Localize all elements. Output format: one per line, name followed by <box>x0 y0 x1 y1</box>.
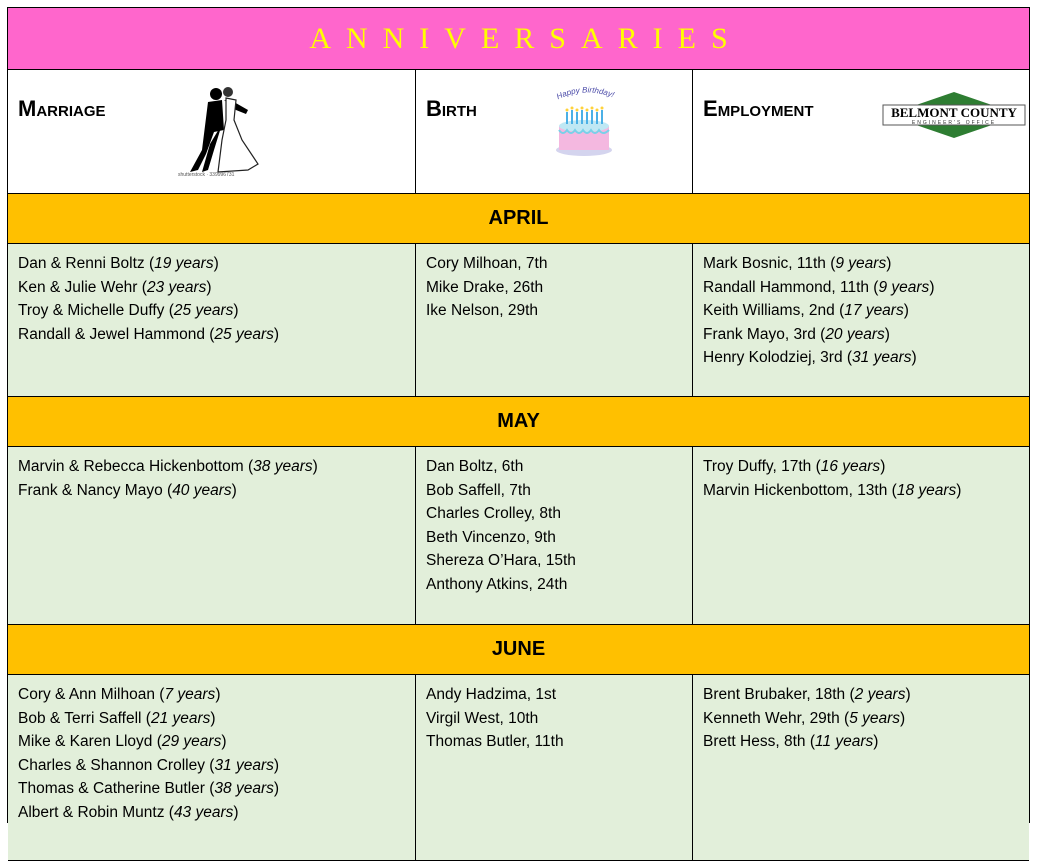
entry-close: ) <box>900 709 906 727</box>
entry-name: Charles Crolley, 8th <box>426 505 561 522</box>
entry-name: Mike & Karen Lloyd ( <box>18 733 162 750</box>
entry-name: Frank & Nancy Mayo ( <box>18 481 173 499</box>
entry-name: Mike Drake, 26th <box>426 278 544 296</box>
entry-name: Troy Duffy, 17th ( <box>703 458 821 475</box>
employment-cell <box>693 244 1029 396</box>
entry-name: Cory & Ann Milhoan ( <box>18 686 165 703</box>
entry-close: ) <box>273 325 280 343</box>
employment-title: Employment <box>703 96 814 121</box>
birth-entry <box>426 455 692 479</box>
birth-entry <box>426 549 692 573</box>
entry-name: Frank Mayo, 3rd ( <box>703 325 826 343</box>
divider <box>692 70 693 194</box>
entry-name: Keith Williams, 2nd ( <box>703 302 845 319</box>
marriage-header <box>8 70 415 194</box>
entry-years: 20 years <box>825 325 885 343</box>
employment-entry <box>703 346 1029 370</box>
divider <box>692 675 693 860</box>
divider <box>415 447 416 624</box>
entry-name: Anthony Atkins, 24th <box>426 575 568 593</box>
entry-name: Marvin Hickenbottom, 13th ( <box>703 481 897 499</box>
marriage-entry <box>18 730 415 754</box>
entry-years: 18 years <box>896 481 957 499</box>
entry-years: 16 years <box>820 458 881 475</box>
marriage-entry <box>18 276 415 300</box>
birth-entry <box>426 276 692 300</box>
employment-entry <box>703 276 1029 300</box>
employment-entry <box>703 252 1029 276</box>
employment-entry <box>703 479 1029 503</box>
employment-entry <box>703 683 1029 707</box>
birth-entry <box>426 526 692 550</box>
entry-years: 38 years <box>214 780 274 797</box>
month-header-april: APRIL <box>8 194 1029 244</box>
birth-title: Birth <box>426 96 477 121</box>
entry-name: Beth Vincenzo, 9th <box>426 528 556 546</box>
month-row <box>8 244 1029 397</box>
marriage-title: Marriage <box>18 96 106 121</box>
entry-years: 9 years <box>878 278 930 296</box>
entry-years: 25 years <box>173 302 234 319</box>
birth-entry <box>426 502 692 526</box>
birth-entry <box>426 299 692 323</box>
entry-years: 17 years <box>844 302 904 319</box>
divider <box>415 244 416 396</box>
birth-entry <box>426 252 692 276</box>
birth-cell <box>416 244 692 396</box>
employment-cell <box>693 675 1029 860</box>
entry-close: ) <box>312 458 318 475</box>
entry-name: Thomas & Catherine Butler ( <box>18 780 215 797</box>
month-header-june: JUNE <box>8 625 1029 675</box>
entry-name: Cory Milhoan, 7th <box>426 255 548 272</box>
marriage-entry <box>18 252 415 276</box>
entry-close: ) <box>213 255 219 272</box>
birth-entry <box>426 707 692 731</box>
entry-name: Albert & Robin Muntz ( <box>18 803 174 821</box>
entry-name: Dan & Renni Boltz ( <box>18 255 155 272</box>
logo-subtitle: ENGINEER'S OFFICE <box>911 120 997 126</box>
birth-header <box>416 70 692 194</box>
entry-close: ) <box>215 686 221 703</box>
divider <box>692 447 693 624</box>
entry-years: 9 years <box>835 255 887 272</box>
employment-entry <box>703 299 1029 323</box>
birth-entry <box>426 683 692 707</box>
banner <box>8 8 1029 70</box>
entry-years: 25 years <box>214 325 274 343</box>
divider <box>415 70 416 194</box>
month-row <box>8 447 1029 625</box>
entry-years: 2 years <box>854 686 906 703</box>
entry-name: Charles & Shannon Crolley ( <box>18 756 215 774</box>
employment-header <box>693 70 1029 194</box>
entry-close: ) <box>956 481 962 499</box>
entry-close: ) <box>884 325 890 343</box>
entry-close: ) <box>233 803 239 821</box>
marriage-entry <box>18 777 415 801</box>
entry-years: 5 years <box>849 709 901 727</box>
entry-close: ) <box>903 302 909 319</box>
svg-text:Happy Birthday! <box>555 86 616 101</box>
employment-entry <box>703 455 1029 479</box>
entry-close: ) <box>929 278 935 296</box>
entry-close: ) <box>210 709 216 727</box>
entry-name: Virgil West, 10th <box>426 709 539 727</box>
entry-years: 31 years <box>214 756 274 774</box>
entry-name: Mark Bosnic, 11th ( <box>703 255 836 272</box>
entry-close: ) <box>206 278 212 296</box>
entry-years: 11 years <box>814 733 874 750</box>
wedding-couple-image <box>178 80 268 180</box>
entry-name: Troy & Michelle Duffy ( <box>18 302 174 319</box>
entry-close: ) <box>886 255 892 272</box>
cake-text: Happy Birthday! <box>555 86 616 102</box>
marriage-entry <box>18 299 415 323</box>
entry-close: ) <box>873 733 879 750</box>
entry-years: 29 years <box>161 733 222 750</box>
birth-cell <box>416 447 692 624</box>
marriage-entry <box>18 479 415 503</box>
entry-name: Randall & Jewel Hammond ( <box>18 325 215 343</box>
divider <box>415 675 416 860</box>
birth-entry <box>426 573 692 597</box>
entry-years: 31 years <box>852 349 912 366</box>
entry-name: Dan Boltz, 6th <box>426 458 524 475</box>
marriage-cell <box>8 244 415 396</box>
entry-years: 43 years <box>173 803 234 821</box>
entry-name: Shereza O’Hara, 15th <box>426 552 576 569</box>
banner-title: ANNIVERSARIES <box>309 21 743 55</box>
month-row <box>8 675 1029 861</box>
image-caption: shutterstock · 339996731 <box>178 172 235 178</box>
entry-close: ) <box>905 686 911 703</box>
entry-name: Randall Hammond, 11th ( <box>703 278 879 296</box>
entry-name: Bob Saffell, 7th <box>426 481 531 499</box>
employment-entry <box>703 730 1029 754</box>
marriage-cell <box>8 447 415 624</box>
divider <box>692 244 693 396</box>
entry-name: Brent Brubaker, 18th ( <box>703 686 855 703</box>
entry-name: Andy Hadzima, 1st <box>426 686 557 703</box>
entry-close: ) <box>231 481 237 499</box>
birth-entry <box>426 479 692 503</box>
entry-close: ) <box>911 349 917 366</box>
month-header-may: MAY <box>8 397 1029 447</box>
entry-close: ) <box>233 302 239 319</box>
entry-years: 19 years <box>154 255 214 272</box>
entry-years: 40 years <box>172 481 232 499</box>
entry-years: 21 years <box>150 709 211 727</box>
entry-name: Brett Hess, 8th ( <box>703 733 815 750</box>
logo-title: BELMONT COUNTY <box>891 105 1017 120</box>
employment-cell <box>693 447 1029 624</box>
employment-entry <box>703 323 1029 347</box>
marriage-entry <box>18 683 415 707</box>
entry-close: ) <box>273 780 280 797</box>
entry-name: Ken & Julie Wehr ( <box>18 278 147 296</box>
entry-name: Bob & Terri Saffell ( <box>18 709 151 727</box>
entry-close: ) <box>273 756 280 774</box>
birthday-cake-image <box>539 86 629 166</box>
employment-entry <box>703 707 1029 731</box>
belmont-county-logo <box>881 90 1027 140</box>
entry-name: Kenneth Wehr, 29th ( <box>703 709 850 727</box>
entry-close: ) <box>880 458 886 475</box>
marriage-cell <box>8 675 415 860</box>
birth-entry <box>426 730 692 754</box>
entry-years: 38 years <box>253 458 313 475</box>
entry-name: Marvin & Rebecca Hickenbottom ( <box>18 458 254 475</box>
marriage-entry <box>18 707 415 731</box>
entry-years: 23 years <box>146 278 207 296</box>
entry-name: Ike Nelson, 29th <box>426 302 539 319</box>
marriage-entry <box>18 754 415 778</box>
marriage-entry <box>18 455 415 479</box>
birth-cell <box>416 675 692 860</box>
entry-close: ) <box>221 733 227 750</box>
anniversaries-sheet <box>7 7 1030 823</box>
entry-name: Henry Kolodziej, 3rd ( <box>703 349 853 366</box>
entry-name: Thomas Butler, 11th <box>426 733 564 750</box>
marriage-entry <box>18 323 415 347</box>
entry-years: 7 years <box>164 686 216 703</box>
marriage-entry <box>18 801 415 825</box>
